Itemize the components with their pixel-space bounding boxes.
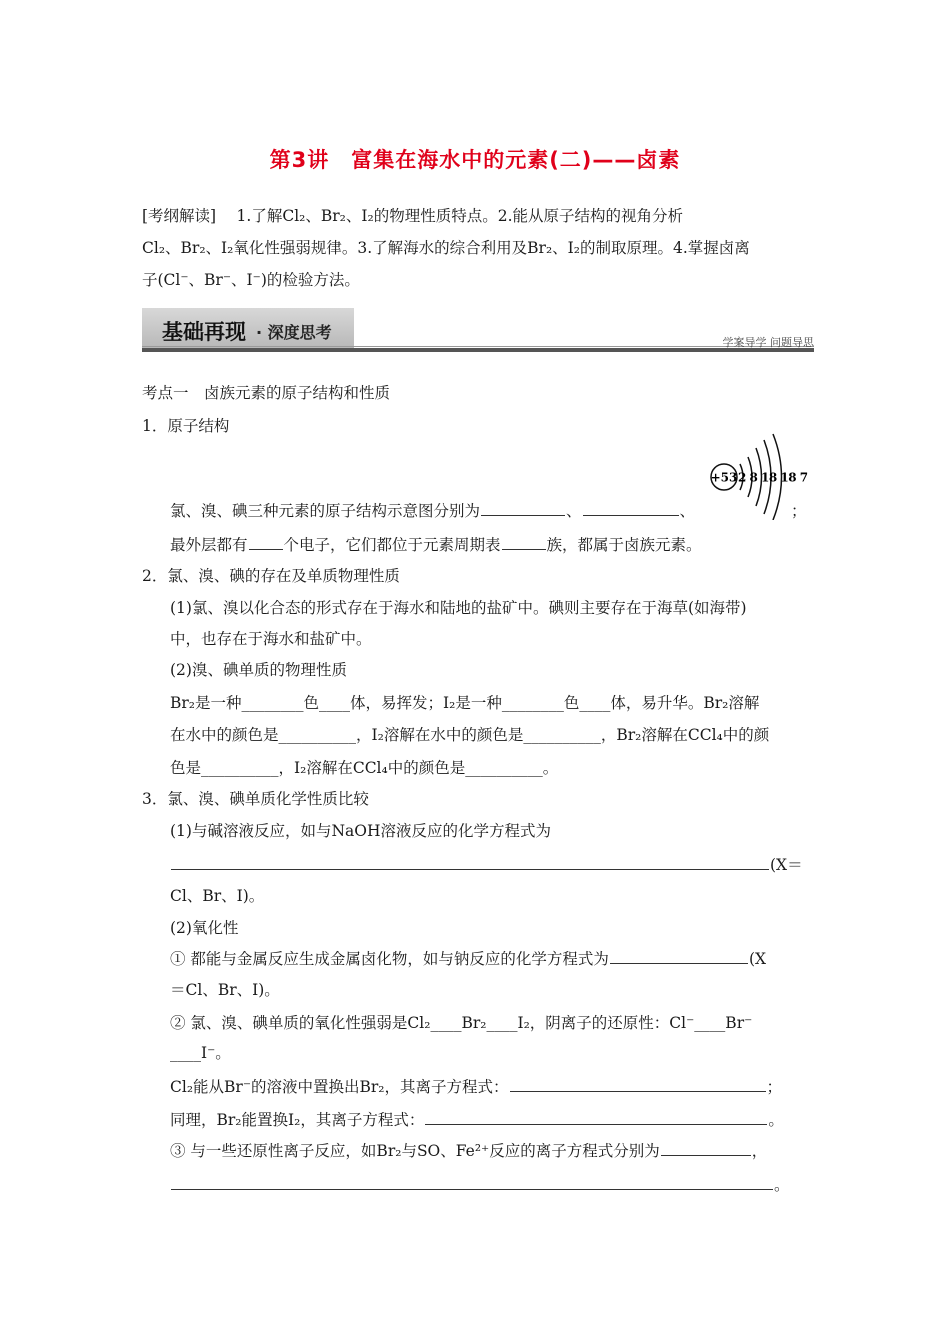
s3-circle-1 [170, 942, 766, 976]
exam-outline-line-2: Cl₂、Br₂、I₂氧化性强弱规律。3.了解海水的综合利用及Br₂、I₂的制取原理。4.掌握卤离 [142, 239, 750, 257]
answer-blank[interactable] [249, 533, 283, 550]
answer-space[interactable] [696, 500, 790, 516]
s3-circle-1-cont: ＝Cl、Br、I)。 [170, 981, 280, 999]
s3-c4-text: 同理，Br₂能置换I₂，其离子方程式： [170, 1111, 425, 1129]
nucleus-label: +53 [710, 470, 738, 485]
s3-line-2: Cl、Br、I)。 [170, 887, 265, 905]
s1-line-2 [170, 528, 702, 562]
exam-outline-line-3: 子(Cl⁻、Br⁻、I⁻)的检验方法。 [142, 271, 360, 289]
s2-paragraph-1a: (1)氯、溴以化合态的形式存在于海水和陆地的盐矿中。碘则主要存在于海草(如海带) [170, 599, 747, 617]
s3-c4-text-b: 。 [768, 1111, 784, 1129]
answer-blank[interactable] [610, 947, 748, 964]
s3-c1-text-b: (X [748, 950, 767, 968]
banner-main-text: 基础再现 [162, 320, 246, 344]
s3-c5-text-b: ， [751, 1142, 768, 1160]
section-3-title: 3．氯、溴、碘单质化学性质比较 [142, 790, 369, 808]
s1-text-c: 、 [679, 502, 696, 520]
s2-subheading: (2)溴、碘单质的物理性质 [170, 661, 347, 679]
answer-blank[interactable] [171, 1173, 773, 1190]
banner-sub-label: 深度思考 [267, 323, 332, 342]
banner-rule [142, 348, 814, 352]
s3-paragraph-1: (1)与碱溶液反应，如与NaOH溶液反应的化学方程式为 [170, 822, 551, 840]
s1-text-g: 族，都属于卤族元素。 [546, 536, 702, 554]
answer-blank[interactable] [661, 1139, 751, 1156]
exam-outline-label: [考纲解读] [142, 207, 217, 225]
s3-circle-2: ② 氯、溴、碘单质的氧化性强弱是Cl₂____Br₂____I₂，阴离子的还原性：Cl⁻____Br⁻ [170, 1014, 753, 1032]
section-1-title: 1．原子结构 [142, 417, 230, 435]
s2-line-2: 在水中的颜色是__________，I₂溶解在水中的颜色是__________，Br₂溶解在CCl₄中的颜 [170, 726, 770, 744]
s3-subheading: (2)氧化性 [170, 919, 239, 937]
s3-c3-text: Cl₂能从Br⁻的溶液中置换出Br₂，其离子方程式： [170, 1078, 509, 1096]
s1-line-1 [170, 494, 807, 528]
banner-sub-text [256, 320, 332, 343]
banner-dot: · [256, 323, 263, 342]
s3-c1-text: ① 都能与金属反应生成金属卤化物，如与钠反应的化学方程式为 [170, 950, 609, 968]
kaodian-heading: 考点一 卤族元素的原子结构和性质 [142, 384, 391, 402]
shell-electron-counts: 2 8 18 18 7 [738, 470, 808, 485]
section-banner [142, 308, 814, 352]
s1-text-d: ； [791, 502, 807, 520]
s3-c6-text: 。 [774, 1176, 790, 1194]
s3-cl2-line [170, 1070, 782, 1104]
s1-text-e: 最外层都有 [170, 536, 248, 554]
s2-line-3: 色是__________，I₂溶解在CCl₄中的颜色是__________。 [170, 759, 559, 777]
banner-right-text: 学案导学 问题导思 [722, 336, 814, 349]
s3-c5-text: ③ 与一些还原性离子反应，如Br₂与SO、Fe²⁺反应的离子方程式分别为 [170, 1142, 660, 1160]
s3-br2-line [170, 1103, 784, 1137]
s3-circle-2-cont: ____I⁻。 [170, 1044, 231, 1062]
page-title: 第3讲 富集在海水中的元素(二)——卤素 [269, 148, 681, 172]
answer-blank[interactable] [425, 1108, 767, 1125]
answer-blank[interactable] [171, 853, 769, 870]
exam-outline-text-1: 1.了解Cl₂、Br₂、I₂的物理性质特点。2.能从原子结构的视角分析 [236, 207, 684, 225]
s3-c3-text-b: ； [766, 1078, 783, 1096]
s2-line-1: Br₂是一种________色____体，易挥发；I₂是一种________色____体，易升华。Br₂溶解 [170, 694, 760, 712]
answer-blank[interactable] [502, 533, 546, 550]
answer-blank[interactable] [510, 1075, 766, 1092]
s1-text-b: 、 [566, 502, 582, 520]
section-2-title: 2．氯、溴、碘的存在及单质物理性质 [142, 567, 400, 585]
exam-outline-line-1 [142, 199, 683, 233]
s2-paragraph-1b: 中，也存在于海水和盐矿中。 [170, 630, 372, 648]
s3-line-1 [170, 848, 803, 882]
s3-text-x: (X＝ [770, 856, 803, 874]
s1-text-f: 个电子，它们都位于元素周期表 [283, 536, 501, 554]
banner-thin-rule [142, 346, 814, 347]
s3-circle-3-cont [170, 1168, 790, 1202]
answer-blank[interactable] [583, 499, 679, 516]
answer-blank[interactable] [481, 499, 565, 516]
s1-text-a: 氯、溴、碘三种元素的原子结构示意图分别为 [170, 502, 481, 520]
s3-circle-3 [170, 1134, 767, 1168]
